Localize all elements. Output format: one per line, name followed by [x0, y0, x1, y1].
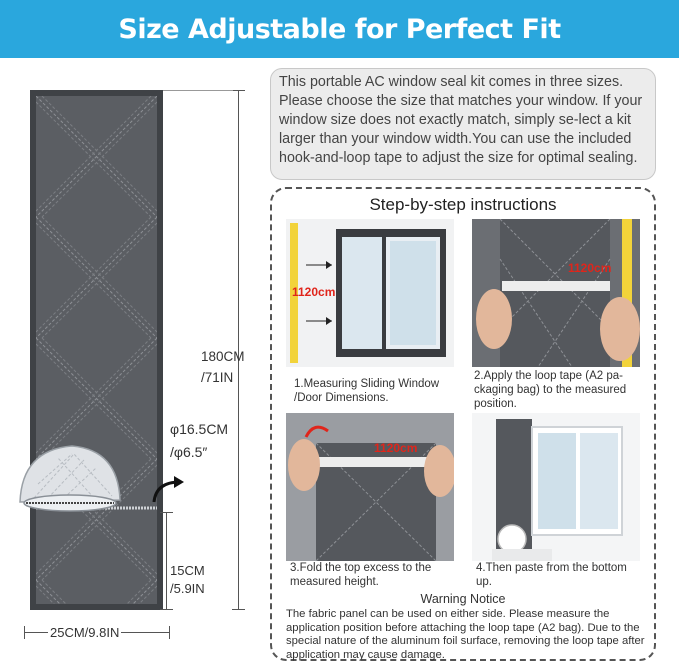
intro-text-box	[270, 68, 656, 180]
hole-diameter-in-label: /φ6.5″	[170, 444, 208, 460]
instructions-title: Step-by-step instructions	[369, 195, 557, 214]
step-2-caption: 2.Apply the loop tape (A2 pa-ckaging bag) to the measured position.	[474, 370, 627, 410]
height-cm-label: 180CM	[201, 349, 245, 364]
step-1-measure-label: 1120cm	[292, 285, 336, 299]
hose-hole-flap	[14, 440, 124, 518]
window-seal-panel	[30, 90, 163, 610]
step-2-photo	[472, 219, 640, 367]
step-4-photo	[472, 413, 640, 561]
step-1-photo	[286, 219, 454, 367]
warning-title: Warning Notice	[420, 592, 506, 606]
curved-arrow-icon	[148, 474, 188, 514]
step-1-caption: 1.Measuring Sliding Window /Door Dimensions.	[294, 378, 440, 404]
step-3-caption: 3.Fold the top excess to the measured height.	[290, 562, 432, 588]
height-in-label: /71IN	[201, 370, 234, 385]
step-4-caption: 4.Then paste from the bottom up.	[476, 562, 627, 588]
step-3-photo	[286, 413, 454, 561]
hole-diameter-cm-label: φ16.5CM	[170, 421, 229, 437]
offset-dimension-line	[166, 512, 167, 610]
width-label: 25CM/9.8IN	[50, 625, 120, 640]
step-3-measure-label: 1120cm	[374, 441, 418, 455]
step-2-measure-label: 1120cm	[568, 261, 612, 275]
offset-cm-label: 15CM	[170, 563, 205, 578]
instructions-box	[270, 187, 656, 661]
intro-text: This portable AC window seal kit comes in three sizes. Please choose the size that matches your window. If your window size does not exactly match, simply se-lect a kit larger than your window width.You can use the included hook-and-loop tape to adjust the size for optimal sealing.	[279, 74, 643, 166]
quilted-pattern	[36, 96, 157, 604]
offset-in-label: /5.9IN	[170, 581, 205, 596]
warning-text: The fabric panel can be used on either side. Please measure the application position before attaching the loop tape (A2 bag). Due to the special nature of the aluminum foil surface, removing the loop tape after application may cause damage.	[286, 608, 645, 661]
banner-title: Size Adjustable for Perfect Fit	[118, 13, 561, 45]
title-banner	[0, 0, 679, 58]
